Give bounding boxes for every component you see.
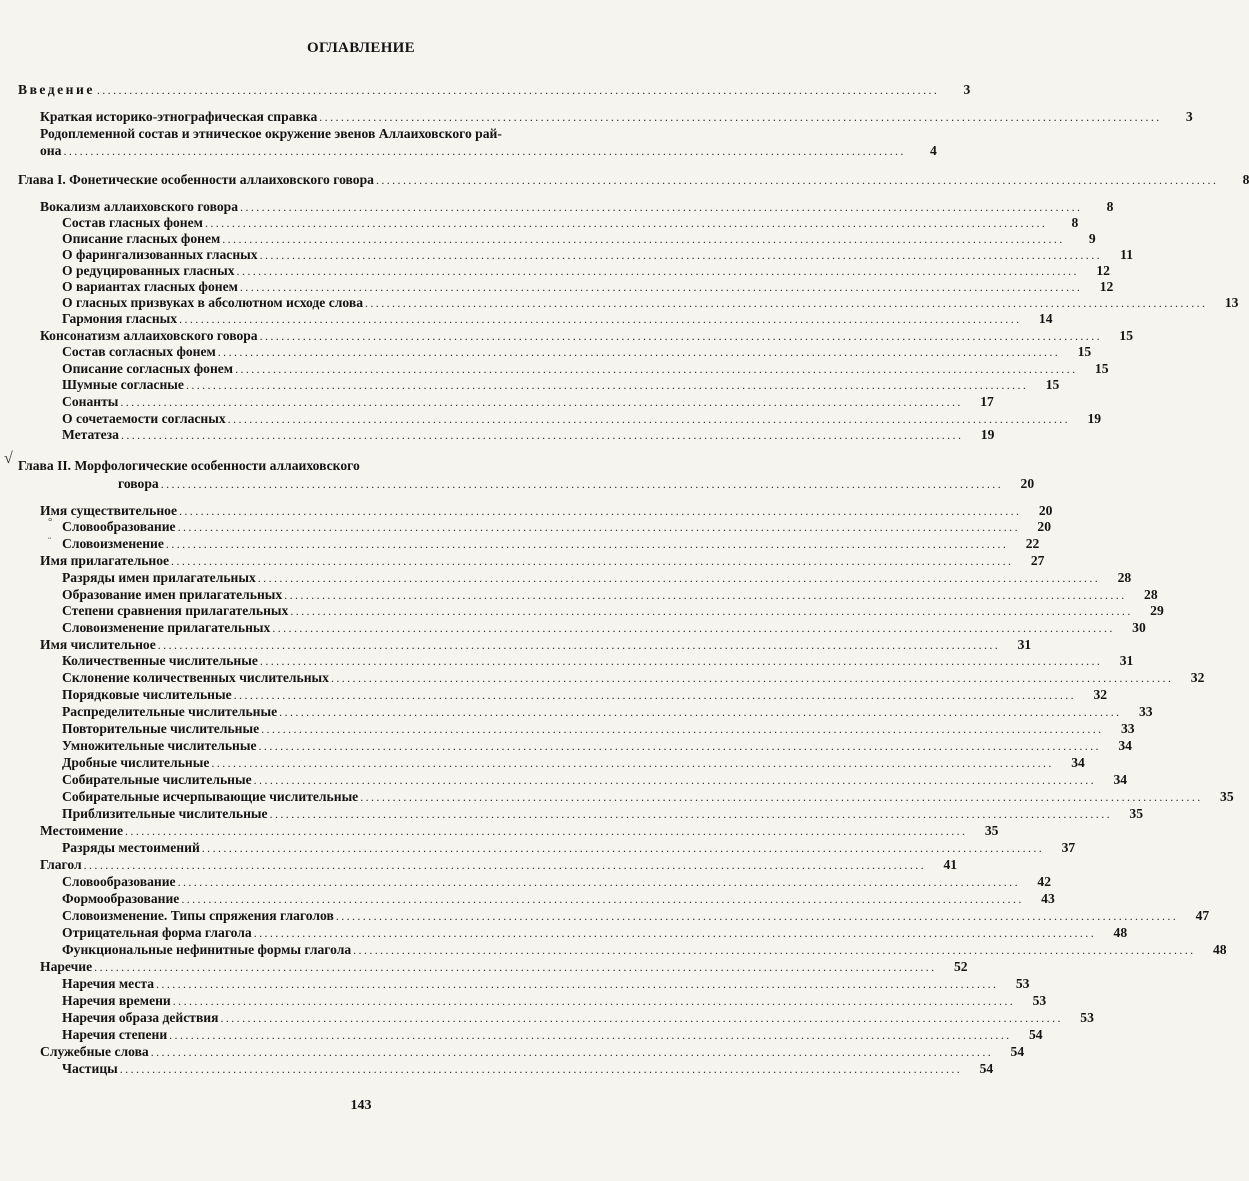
dot-leader: ............................................................................................................................................................	[160, 477, 1004, 491]
toc-page-number: 14	[1038, 311, 1053, 326]
toc-page-number: 34	[1118, 738, 1132, 753]
toc-label: Повторительные числительные	[62, 721, 260, 736]
toc-page-number: 9	[1088, 231, 1096, 246]
toc-entry	[62, 570, 1132, 586]
toc-label: Состав гласных фонем	[62, 215, 203, 230]
toc-entry	[62, 1061, 994, 1077]
toc-label: Гармония гласных	[62, 311, 178, 326]
toc-entry	[62, 519, 1051, 535]
dot-leader: ............................................................................................................................................................	[353, 943, 1196, 957]
toc-page-number: 28	[1117, 570, 1132, 585]
dot-leader: ............................................................................................................................................................	[171, 554, 1014, 568]
dot-leader: ............................................................................................................................................................	[330, 671, 1174, 685]
toc-entry	[62, 536, 1040, 552]
toc-page-number: 15	[1045, 377, 1060, 392]
toc-label: Словообразование	[62, 519, 176, 534]
toc-page-number: 33	[1138, 704, 1153, 719]
page-number: 143	[350, 1098, 372, 1113]
toc-entry	[18, 82, 971, 98]
toc-label: Собирательные числительные	[62, 772, 252, 787]
toc-label: Служебные слова	[40, 1044, 149, 1059]
toc-label: Консонатизм аллаиховского говора	[40, 328, 258, 343]
dot-leader: ............................................................................................................................................................	[258, 739, 1101, 753]
dot-leader: ............................................................................................................................................................	[150, 1045, 994, 1059]
toc-label: Имя существительное	[40, 503, 177, 518]
toc-entry	[62, 993, 1047, 1009]
toc-page-number: 12	[1096, 263, 1110, 278]
toc-entry	[62, 721, 1135, 737]
dot-leader: ............................................................................................................................................................	[236, 264, 1079, 278]
toc-page-number: 3	[963, 82, 971, 97]
dot-leader: ............................................................................................................................................................	[259, 654, 1103, 668]
pencil-mark: °	[48, 516, 53, 528]
toc-entry	[62, 394, 994, 410]
toc-entry	[40, 553, 1045, 569]
toc-label: О сочетаемости согласных	[62, 411, 226, 426]
page-title: ОГЛАВЛЕНИЕ	[307, 40, 415, 56]
toc-page-number: 31	[1017, 637, 1032, 652]
pencil-checkmark: √	[4, 450, 13, 467]
toc-entry	[62, 653, 1134, 669]
toc-page-number: 35	[984, 823, 999, 838]
toc-label: Дробные числительные	[62, 755, 210, 770]
toc-page-number: 32	[1190, 670, 1205, 685]
dot-leader: ............................................................................................................................................................	[240, 200, 1083, 214]
toc-label: Наречие	[40, 959, 93, 974]
toc-entry	[62, 908, 1210, 924]
toc-entry	[40, 959, 968, 975]
toc-label: Количественные числительные	[62, 653, 258, 668]
toc-page-number: 20	[1020, 476, 1035, 491]
toc-label: Местоимение	[40, 823, 124, 838]
dot-leader: ............................................................................................................................................................	[120, 395, 963, 409]
toc-page-number: 8	[1106, 199, 1114, 214]
toc-entry	[40, 823, 999, 839]
toc-page-number: 17	[980, 394, 994, 409]
dot-leader: ............................................................................................................................................................	[217, 345, 1061, 359]
toc-entry	[62, 1027, 1043, 1043]
dot-leader: ............................................................................................................................................................	[360, 790, 1203, 804]
toc-page-number: 31	[1119, 653, 1134, 668]
dot-leader: ............................................................................................................................................................	[211, 756, 1054, 770]
toc-page-number: 13	[1224, 295, 1239, 310]
toc-page-number: 22	[1025, 536, 1040, 551]
toc-page-number: 15	[1119, 328, 1134, 343]
toc-entry	[40, 1044, 1025, 1060]
toc-entry	[62, 942, 1227, 958]
toc-label: Приблизительные числительные	[62, 806, 268, 821]
toc-entry	[40, 126, 652, 142]
toc-entry	[62, 772, 1128, 788]
toc-page-number: 19	[980, 427, 995, 442]
toc-page-number: 48	[1113, 925, 1128, 940]
toc-page-number: 53	[1080, 1010, 1094, 1025]
dot-leader: ............................................................................................................................................................	[120, 428, 964, 442]
toc-label: Склонение количественных числительных	[62, 670, 329, 685]
toc-entry	[62, 263, 1110, 279]
toc-page-number: 11	[1120, 247, 1133, 262]
toc-page-number: 3	[1185, 109, 1193, 124]
toc-entry	[62, 687, 1108, 703]
dot-leader: ............................................................................................................................................................	[227, 412, 1071, 426]
dot-leader: ............................................................................................................................................................	[201, 841, 1045, 855]
dot-leader: ............................................................................................................................................................	[279, 705, 1122, 719]
toc-page-number: 52	[953, 959, 968, 974]
toc-entry	[62, 670, 1205, 686]
toc-entry	[62, 620, 1146, 636]
toc-label: О редуцированных гласных	[62, 263, 235, 278]
toc-label: Образование имен прилагательных	[62, 587, 283, 602]
toc-label: Родоплеменной состав и этническое окружение эвенов Аллаиховского рай-	[40, 126, 502, 141]
toc-page-number: 47	[1195, 908, 1210, 923]
toc-label: Разряды имен прилагательных	[62, 570, 256, 585]
toc-page-number: 37	[1061, 840, 1076, 855]
dot-leader: ............................................................................................................................................................	[177, 520, 1020, 534]
toc-entry	[62, 311, 1053, 327]
toc-page-number: 35	[1220, 789, 1234, 804]
toc-label: Введение	[18, 82, 95, 97]
toc-page-number: 54	[1010, 1044, 1025, 1059]
toc-page-number: 42	[1037, 874, 1051, 889]
toc-label: Словоизменение	[62, 536, 164, 551]
dot-leader: ............................................................................................................................................................	[284, 588, 1127, 602]
toc-label: Отрицательная форма глагола	[62, 925, 252, 940]
dot-leader: ............................................................................................................................................................	[169, 1028, 1012, 1042]
toc-entry	[40, 143, 937, 159]
toc-label: Наречия степени	[62, 1027, 168, 1042]
toc-page-number: 20	[1038, 503, 1053, 518]
toc-label: Краткая историко-этнографическая справка	[40, 109, 318, 124]
dot-leader: ............................................................................................................................................................	[119, 1062, 963, 1076]
toc-page-number: 33	[1120, 721, 1135, 736]
toc-page-number: 34	[1113, 772, 1128, 787]
toc-page-number: 4	[930, 143, 937, 158]
toc-entry	[62, 806, 1143, 822]
toc-entry	[62, 215, 1079, 231]
toc-label: О фарингализованных гласных	[62, 247, 258, 262]
toc-label: Словоизменение прилагательных	[62, 620, 271, 635]
dot-leader: ............................................................................................................................................................	[94, 960, 937, 974]
toc-entry	[62, 295, 1239, 311]
dot-leader: ............................................................................................................................................................	[165, 537, 1009, 551]
toc-entry	[62, 344, 1092, 360]
dot-leader: ............................................................................................................................................................	[177, 875, 1020, 889]
toc-label: О гласных призвуках в абсолютном исходе слова	[62, 295, 363, 310]
toc-page-number: 30	[1132, 620, 1146, 635]
toc-label: Вокализм аллаиховского говора	[40, 199, 239, 214]
pencil-mark: ᵕ	[48, 533, 52, 545]
toc-page-number: 32	[1093, 687, 1108, 702]
toc-entry	[62, 587, 1158, 603]
dot-leader: ............................................................................................................................................................	[157, 638, 1001, 652]
dot-leader: ............................................................................................................................................................	[172, 994, 1016, 1008]
toc-label: Наречия места	[62, 976, 155, 991]
toc-label: она	[40, 143, 62, 158]
dot-leader: ............................................................................................................................................................	[235, 362, 1078, 376]
toc-entry	[40, 328, 1134, 344]
toc-entry	[62, 738, 1132, 754]
toc-page-number: 29	[1150, 603, 1164, 618]
dot-leader: ............................................................................................................................................................	[290, 604, 1133, 618]
toc-label: Разряды местоимений	[62, 840, 200, 855]
toc-label: Описание согласных фонем	[62, 361, 234, 376]
toc-label: Порядковые числительные	[62, 687, 232, 702]
toc-label: Имя прилагательное	[40, 553, 170, 568]
dot-leader: ............................................................................................................................................................	[220, 1011, 1063, 1025]
toc-page-number: 8	[1071, 215, 1079, 230]
dot-leader: ............................................................................................................................................................	[335, 909, 1179, 923]
toc-page-number: 28	[1144, 587, 1158, 602]
toc-label: Метатеза	[62, 427, 119, 442]
dot-leader: ............................................................................................................................................................	[257, 571, 1101, 585]
toc-entry	[40, 109, 1193, 125]
toc-label: говора	[118, 476, 159, 491]
toc-page-number: 12	[1099, 279, 1114, 294]
toc-entry	[62, 603, 1164, 619]
toc-entry	[40, 857, 958, 873]
dot-leader: ............................................................................................................................................................	[204, 216, 1048, 230]
dot-leader: ............................................................................................................................................................	[259, 248, 1102, 262]
toc-label: Глава II. Морфологические особенности аллаиховского	[18, 458, 360, 473]
toc-entry	[40, 503, 1053, 519]
toc-page-number: 27	[1030, 553, 1045, 568]
toc-label: Сонанты	[62, 394, 119, 409]
toc-entry	[62, 925, 1128, 941]
toc-entry	[62, 361, 1109, 377]
toc-chapter	[18, 172, 1249, 188]
toc-entry	[62, 840, 1076, 856]
toc-entry	[62, 279, 1114, 295]
toc-page-number: 19	[1087, 411, 1102, 426]
toc-entry	[62, 874, 1051, 890]
toc-page-number: 53	[1032, 993, 1047, 1008]
toc-label: Собирательные исчерпывающие числительные	[62, 789, 359, 804]
toc-page-number: 15	[1077, 344, 1092, 359]
toc-entry	[62, 247, 1133, 263]
toc-entry	[62, 411, 1102, 427]
toc-page-number: 35	[1129, 806, 1143, 821]
toc-chapter-continuation	[118, 476, 1035, 492]
toc-entry	[62, 231, 1096, 247]
toc-label: Формообразование	[62, 891, 180, 906]
dot-leader: ............................................................................................................................................................	[319, 110, 1162, 124]
dot-leader: ............................................................................................................................................................	[253, 773, 1097, 787]
toc-page-number: 20	[1037, 519, 1051, 534]
toc-label: Имя числительное	[40, 637, 156, 652]
toc-page-number: 41	[943, 857, 958, 872]
toc-entry	[62, 755, 1085, 771]
toc-label: Описание гласных фонем	[62, 231, 221, 246]
dot-leader: ............................................................................................................................................................	[259, 329, 1103, 343]
dot-leader: ............................................................................................................................................................	[83, 858, 927, 872]
toc-entry	[62, 704, 1153, 720]
toc-page-number: 48	[1212, 942, 1227, 957]
toc-label: Частицы	[62, 1061, 118, 1076]
toc-label: Функциональные нефинитные формы глагола	[62, 942, 352, 957]
toc-label: Состав согласных фонем	[62, 344, 216, 359]
toc-page-number: 54	[1028, 1027, 1043, 1042]
toc-label: Глава I. Фонетические особенности аллаиховского говора	[18, 172, 374, 187]
toc-label: О вариантах гласных фонем	[62, 279, 238, 294]
dot-leader: ............................................................................................................................................................	[269, 807, 1112, 821]
toc-page-number: 43	[1041, 891, 1055, 906]
toc-page-number: 53	[1015, 976, 1030, 991]
toc-page-number: 54	[979, 1061, 994, 1076]
dot-leader: ............................................................................................................................................................	[233, 688, 1077, 702]
dot-leader: ............................................................................................................................................................	[125, 824, 968, 838]
dot-leader: ............................................................................................................................................................	[239, 280, 1083, 294]
dot-leader: ............................................................................................................................................................	[272, 621, 1115, 635]
dot-leader: ............................................................................................................................................................	[375, 173, 1219, 187]
toc-entry	[62, 976, 1030, 992]
dot-leader: ............................................................................................................................................................	[156, 977, 999, 991]
toc-entry	[62, 377, 1060, 393]
toc-chapter	[18, 458, 652, 474]
toc-entry	[62, 789, 1234, 805]
toc-entry	[40, 199, 1114, 215]
toc-entry	[62, 891, 1055, 907]
toc-entry	[62, 427, 995, 443]
dot-leader: ............................................................................................................................................................	[96, 83, 940, 97]
dot-leader: ............................................................................................................................................................	[179, 504, 1022, 518]
toc-label: Наречия времени	[62, 993, 171, 1008]
dot-leader: ............................................................................................................................................................	[365, 296, 1208, 310]
toc-entry	[62, 1010, 1094, 1026]
dot-leader: ............................................................................................................................................................	[181, 892, 1024, 906]
dot-leader: ............................................................................................................................................................	[185, 378, 1029, 392]
toc-label: Наречия образа действия	[62, 1010, 219, 1025]
toc-label: Словообразование	[62, 874, 176, 889]
toc-entry	[40, 637, 1032, 653]
toc-label: Словоизменение. Типы спряжения глаголов	[62, 908, 334, 923]
dot-leader: ............................................................................................................................................................	[222, 232, 1065, 246]
toc-page-number: 34	[1071, 755, 1085, 770]
toc-page-number: 8	[1242, 172, 1249, 187]
dot-leader: ............................................................................................................................................................	[63, 144, 906, 158]
toc-label: Степени сравнения прилагательных	[62, 603, 289, 618]
toc-label: Распределительные числительные	[62, 704, 278, 719]
toc-label: Глагол	[40, 857, 82, 872]
dot-leader: ............................................................................................................................................................	[253, 926, 1097, 940]
toc-page-number: 15	[1094, 361, 1109, 376]
dot-leader: ............................................................................................................................................................	[179, 312, 1022, 326]
toc-label: Шумные согласные	[62, 377, 184, 392]
dot-leader: ............................................................................................................................................................	[261, 722, 1104, 736]
toc-label: Умножительные числительные	[62, 738, 257, 753]
